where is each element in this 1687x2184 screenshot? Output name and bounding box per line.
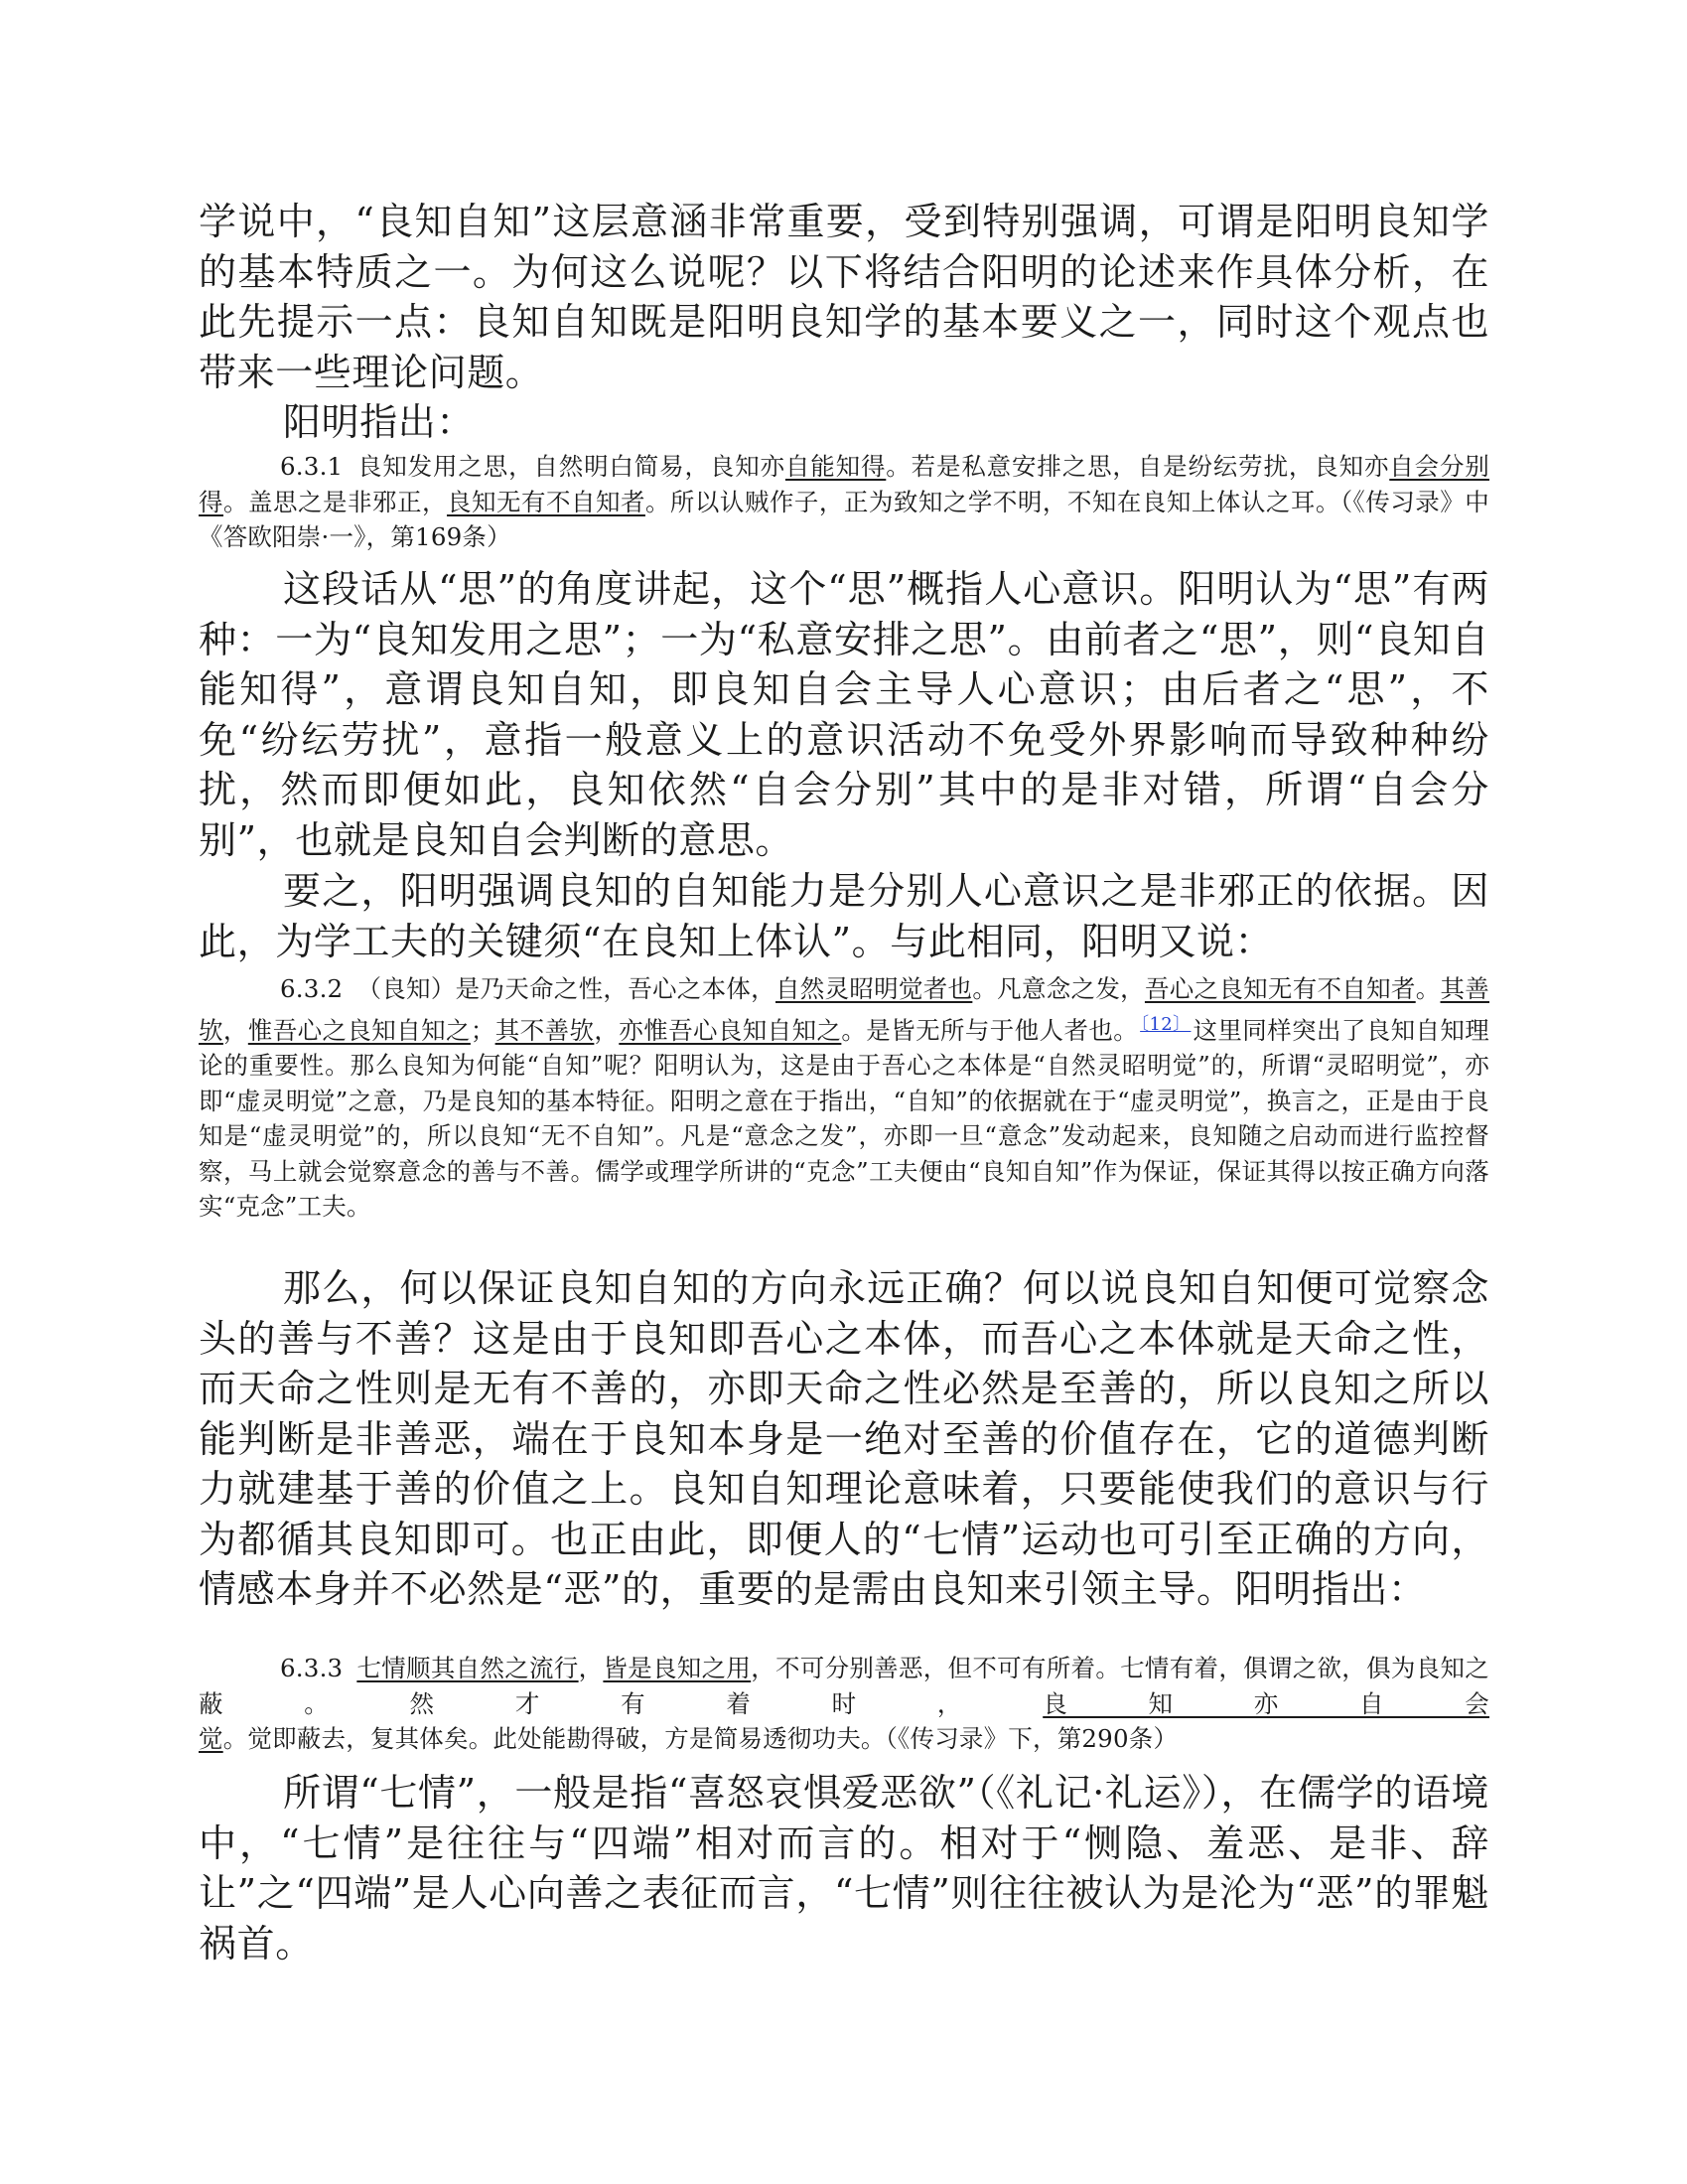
quote-text: 。所以认贼作子，正为致知之学不明，不知在良知上体认之耳。（《传习录》中《答欧阳崇·一》，第169条） bbox=[199, 487, 1489, 551]
underlined-phrase: 惟吾心之良知自知之 bbox=[247, 1015, 471, 1045]
paragraph-3: 这段话从“思”的角度讲起，这个“思”概指人心意识。阳明认为“思”有两种：一为“良知发用之思”；一为“私意安排之思”。由前者之“思”，则“良知自能知得”，意谓良知自知，即良知自会主导人心意识；由后者之“思”，不免“纷纭劳扰”，意指一般意义上的意识活动不免受外界影响而导致种种纷扰，然而即便如此，良知依然“自会分别”其中的是非对错，所谓“自会分别”，也就是良知自会判断的意思。 bbox=[199, 567, 1489, 862]
paragraph-4: 要之，阳明强调良知的自知能力是分别人心意识之是非邪正的依据。因此，为学工夫的关键须“在良知上体认”。与此相同，阳明又说： bbox=[199, 869, 1489, 963]
underlined-phrase: 其不善欤 bbox=[494, 1015, 595, 1045]
quote-text: ， bbox=[222, 1015, 248, 1045]
underlined-phrase: 七情顺其自然之流行 bbox=[356, 1654, 579, 1682]
quote-number: 6.3.3 bbox=[280, 1654, 344, 1682]
quote-text: 。若是私意安排之思，自是纷纭劳扰，良知亦 bbox=[886, 452, 1390, 481]
quote-text: 。觉即蔽去，复其体矣。此处能勘得破，方是简易透彻功夫。（《传习录》下，第290条） bbox=[222, 1724, 1179, 1753]
quote-text: ，不可分别善恶，但不可有所着。七情有着，俱谓之欲，俱为良知之蔽。然才有着时， bbox=[199, 1654, 1489, 1718]
underlined-phrase: 自能知得 bbox=[784, 452, 887, 481]
quote-text: 这里同样突出了良知自知理论的重要性。那么良知为何能“自知”呢？阳明认为，这是由于吾心之本体是“自然灵昭明觉”的，所谓“灵昭明觉”，亦即“虚灵明觉”之意，乃是良知的基本特征。阳明之意在于指出，“自知”的依据就在于“虚灵明觉”，换言之，正是由于良知是“虚灵明觉”的，所以良知“无不自知”。凡是“意念之发”，亦即一旦“意念”发动起来，良知随之启动而进行监控督察，马上就会觉察意念的善与不善。儒学或理学所讲的“克念”工夫便由“良知自知”作为保证，保证其得以按正确方向落实“克念”工夫。 bbox=[199, 1015, 1489, 1222]
paragraph-5: 那么，何以保证良知自知的方向永远正确？何以说良知自知便可觉察念头的善与不善？这是由于良知即吾心之本体，而吾心之本体就是天命之性，而天命之性则是无有不善的，亦即天命之性必然是至善的，所以良知之所以能判断是非善恶，端在于良知本身是一绝对至善的价值存在，它的道德判断力就建基于善的价值之上。良知自知理论意味着，只要能使我们的意识与行为都循其良知即可。也正由此，即便人的“七情”运动也可引至正确的方向，情感本身并不必然是“恶”的，重要的是需由良知来引领主导。阳明指出： bbox=[199, 1266, 1489, 1611]
quote-text: 良知发用之思，自然明白简易，良知亦 bbox=[356, 452, 785, 481]
underlined-phrase: 自然灵昭明觉者也 bbox=[774, 974, 973, 1003]
quote-text: 。盖思之是非邪正， bbox=[223, 487, 447, 516]
underlined-phrase: 良知无有不自知者 bbox=[446, 487, 645, 516]
underlined-phrase: 皆是良知之用 bbox=[603, 1654, 752, 1682]
quote-text: 。是皆无所与于他人者也。 bbox=[841, 1015, 1139, 1045]
quote-text: 。 bbox=[1415, 974, 1441, 1003]
quote-text: ， bbox=[578, 1654, 604, 1682]
paragraph-2: 阳明指出： bbox=[283, 400, 476, 444]
quote-text: ； bbox=[470, 1015, 495, 1045]
underlined-phrase: 良知亦自会觉 bbox=[199, 1688, 1489, 1753]
underlined-phrase: 其善欤 bbox=[199, 974, 1489, 1045]
quote-6-3-1 bbox=[199, 449, 1489, 555]
quote-number: 6.3.2 bbox=[280, 974, 344, 1003]
quote-text: （良知）是乃天命之性，吾心之本体， bbox=[356, 974, 775, 1003]
footnote-link[interactable]: 〔12〕 bbox=[1140, 1013, 1192, 1035]
paragraph-6: 所谓“七情”，一般是指“喜怒哀惧爱恶欲”（《礼记·礼运》），在儒学的语境中，“七情”是往往与“四端”相对而言的。相对于“恻隐、羞恶、是非、辞让”之“四端”是人心向善之表征而言，“七情”则往往被认为是沦为“恶”的罪魁祸首。 bbox=[199, 1771, 1489, 1966]
underlined-phrase: 亦惟吾心良知自知之 bbox=[619, 1015, 842, 1045]
quote-6-3-2 bbox=[199, 971, 1489, 1225]
quote-text: 。凡意念之发， bbox=[972, 974, 1145, 1003]
quote-6-3-3 bbox=[199, 1651, 1489, 1757]
underlined-phrase: 吾心之良知无有不自知者 bbox=[1144, 974, 1416, 1003]
quote-text: ， bbox=[594, 1015, 620, 1045]
paragraph-1: 学说中，“良知自知”这层意涵非常重要，受到特别强调，可谓是阳明良知学的基本特质之一。为何这么说呢？以下将结合阳明的论述来作具体分析，在此先提示一点：良知自知既是阳明良知学的基本要义之一，同时这个观点也带来一些理论问题。 bbox=[199, 200, 1489, 394]
underlined-phrase: 自会分别得 bbox=[199, 452, 1489, 516]
quote-number: 6.3.1 bbox=[280, 452, 344, 481]
